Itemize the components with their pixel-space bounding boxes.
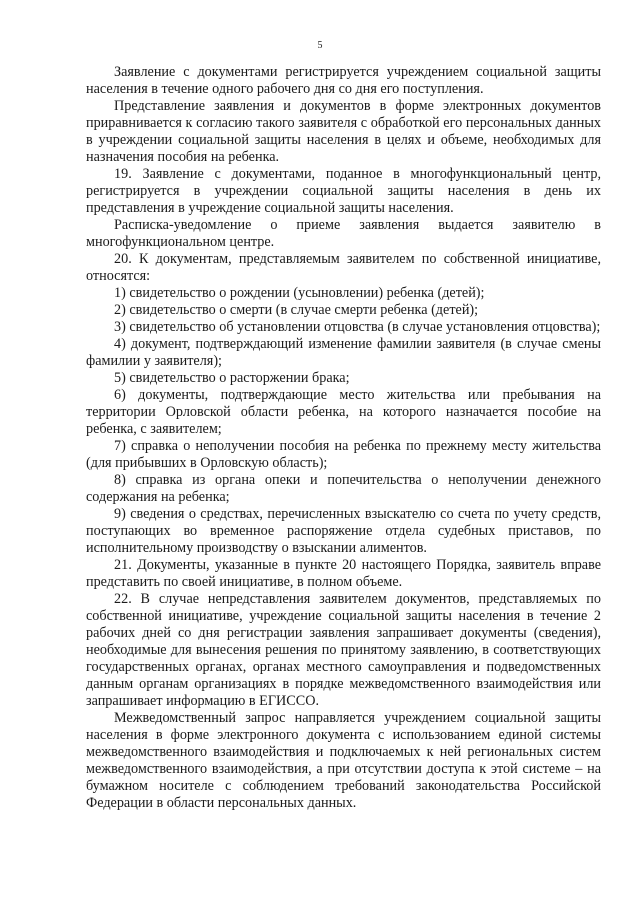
- list-item-2: 2) свидетельство о смерти (в случае смерти ребенка (детей);: [114, 302, 479, 318]
- paragraph-registration: Заявление с документами регистрируется учреждением социальной защиты населения в течение одного рабочего дня со дня его поступления.: [86, 64, 601, 97]
- list-item-6: 6) документы, подтверждающие место жительства или пребывания на территории Орловской области ребенка, на которого назначается пособие на ребенка, с заявителем;: [86, 387, 601, 437]
- list-item-5: 5) свидетельство о расторжении брака;: [114, 370, 350, 386]
- paragraph-item-21: 21. Документы, указанные в пункте 20 настоящего Порядка, заявитель вправе представить по своей инициативе, в полном объеме.: [86, 557, 601, 590]
- paragraph-item-20: 20. К документам, представляемым заявителем по собственной инициативе, относятся:: [86, 251, 601, 284]
- paragraph-interagency-request: Межведомственный запрос направляется учреждением социальной защиты населения в форме электронного документа с использованием единой системы межведомственного взаимодействия и подключаемых к ней региональных систем межведомственного взаимодействия, а при отсутствии доступа к этой системе – на бумажном носителе с соблюдением требований законодательства Российской Федерации в области персональных данных.: [86, 710, 601, 811]
- paragraph-receipt-notice: Расписка-уведомление о приеме заявления выдается заявителю в многофункциональном центре.: [86, 217, 601, 250]
- list-item-8: 8) справка из органа опеки и попечительства о неполучении денежного содержания на ребенка;: [86, 472, 601, 505]
- list-item-1: 1) свидетельство о рождении (усыновлении) ребенка (детей);: [114, 285, 485, 301]
- page-number: 5: [317, 40, 323, 51]
- list-item-9: 9) сведения о средствах, перечисленных взыскателю со счета по учету средств, поступающих во временное распоряжение отдела судебных приставов, по исполнительному производству о взыскании алиментов.: [86, 506, 601, 556]
- paragraph-electronic-documents: Представление заявления и документов в форме электронных документов приравнивается к согласию такого заявителя с обработкой его персональных данных в учреждении социальной защиты населения в целях и объеме, необходимых для назначения пособия на ребенка.: [86, 98, 601, 165]
- list-item-3: 3) свидетельство об установлении отцовства (в случае установления отцовства);: [114, 319, 601, 335]
- paragraph-item-19: 19. Заявление с документами, поданное в многофункциональный центр, регистрируется в учреждении социальной защиты населения в день их представления в учреждение социальной защиты населения.: [86, 166, 601, 216]
- list-item-4: 4) документ, подтверждающий изменение фамилии заявителя (в случае смены фамилии у заявителя);: [86, 336, 601, 369]
- paragraph-item-22: 22. В случае непредставления заявителем документов, представляемых по собственной инициативе, учреждение социальной защиты населения в течение 2 рабочих дней со дня регистрации заявления запрашивает документы (сведения), необходимые для вынесения решения по принятому заявлению, в соответствующих государственных органах, органах местного самоуправления и подведомственных данным органам организациях в порядке межведомственного взаимодействия или запрашивает информацию в ЕГИССО.: [86, 591, 601, 709]
- document-body: [86, 64, 601, 812]
- list-item-7: 7) справка о неполучении пособия на ребенка по прежнему месту жительства (для прибывших в Орловскую область);: [86, 438, 601, 471]
